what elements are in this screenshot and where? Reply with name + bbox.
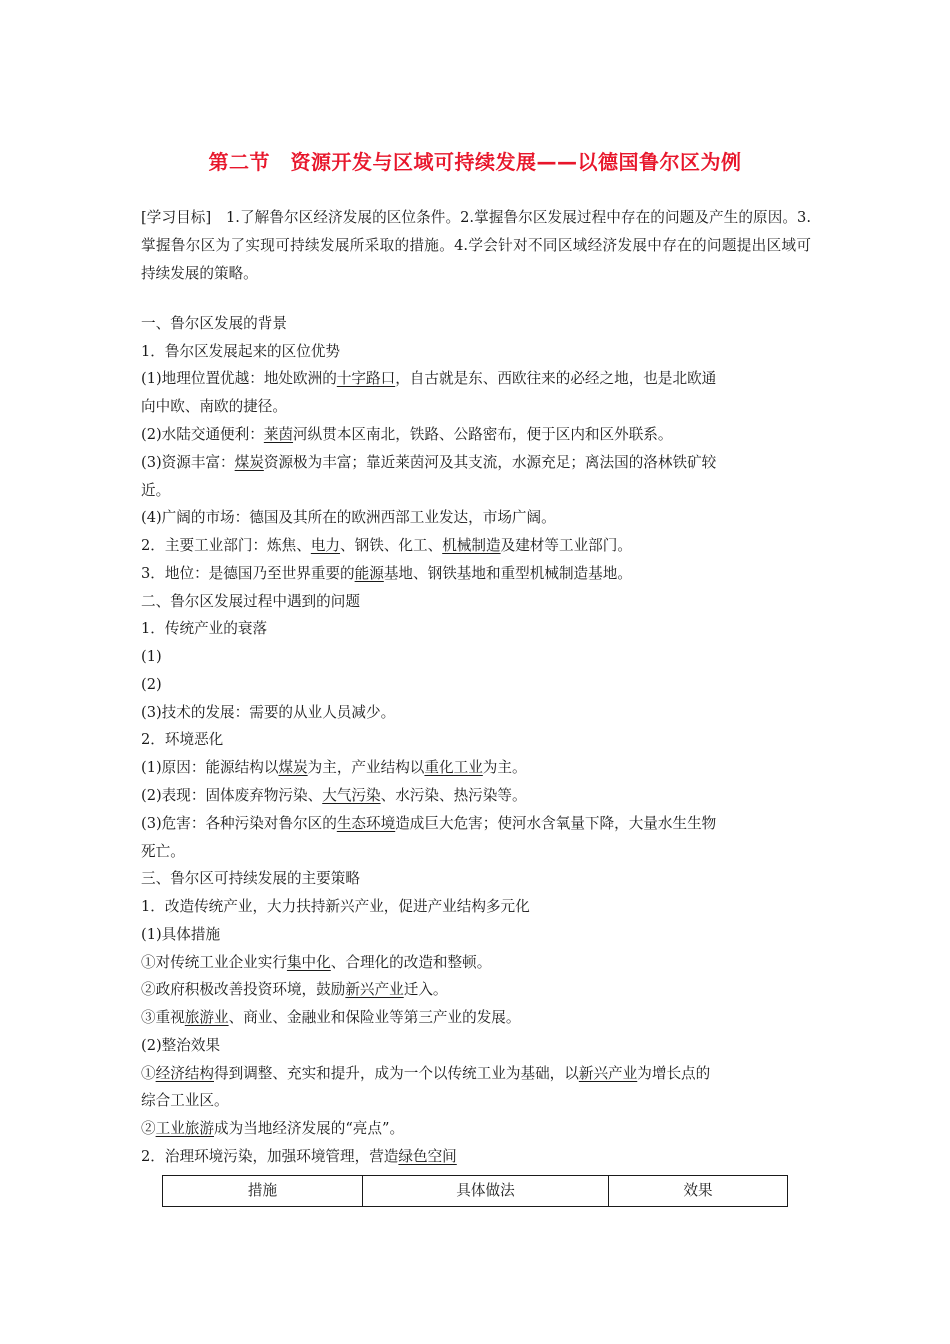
text-segment: 、水污染、热污染等。 <box>380 787 527 804</box>
text-segment: 、合理化的改造和整顿。 <box>330 954 492 971</box>
table-header-cell: 具体做法 <box>363 1176 609 1207</box>
text-segment: (1)具体措施 <box>141 926 221 943</box>
text-segment: 向中欧、南欧的捷径。 <box>141 398 287 415</box>
underlined-keyword: 旅游业 <box>184 1009 229 1026</box>
text-segment: 1．鲁尔区发展起来的区位优势 <box>141 343 341 360</box>
underlined-keyword: 莱茵 <box>263 426 294 443</box>
text-segment: (3)资源丰富： <box>141 454 235 471</box>
text-line <box>141 565 632 583</box>
text-segment: (3)危害：各种污染对鲁尔区的 <box>141 815 337 832</box>
text-segment: 、商业、金融业和保险业等第三产业的发展。 <box>228 1009 521 1026</box>
text-segment: 得到调整、充实和提升，成为一个以传统工业为基础，以 <box>214 1065 579 1082</box>
underlined-keyword: 新兴产业 <box>345 981 404 998</box>
underlined-keyword: 生态环境 <box>336 815 396 832</box>
text-line <box>141 1009 520 1027</box>
text-segment: 死亡。 <box>141 843 185 860</box>
text-line <box>141 898 530 916</box>
text-line <box>141 843 185 861</box>
measures-table <box>162 1175 788 1207</box>
text-segment: 一、鲁尔区发展的背景 <box>141 315 287 332</box>
underlined-keyword: 大气污染 <box>322 787 381 804</box>
text-segment: (3)技术的发展：需要的从业人员减少。 <box>141 704 396 721</box>
text-line <box>141 370 716 388</box>
text-line <box>141 787 527 805</box>
text-line <box>141 509 556 527</box>
text-segment: 二、鲁尔区发展过程中遇到的问题 <box>141 593 360 610</box>
underlined-keyword: 经济结构 <box>155 1065 214 1082</box>
text-segment: 2．治理环境污染，加强环境管理，营造 <box>141 1148 399 1165</box>
text-line <box>141 1148 457 1166</box>
underlined-keyword: 集中化 <box>286 954 331 971</box>
text-segment: 2．主要工业部门：炼焦、 <box>141 537 311 554</box>
text-line <box>141 870 360 888</box>
text-segment: ，自古就是东、西欧往来的必经之地，也是北欧通 <box>395 370 717 387</box>
text-line <box>141 926 220 944</box>
text-segment: (1) <box>141 648 162 665</box>
text-line <box>141 398 287 416</box>
text-line <box>141 482 170 500</box>
text-line <box>141 537 632 555</box>
text-line <box>141 676 162 694</box>
text-segment: 近。 <box>141 482 171 499</box>
text-line <box>141 315 287 333</box>
text-segment: ②政府积极改善投资环境，鼓励 <box>141 981 346 998</box>
table-header-cell: 效果 <box>609 1176 788 1207</box>
text-segment: 及建材等工业部门。 <box>500 537 632 554</box>
text-segment: (2)表现：固体废弃物污染、 <box>141 787 323 804</box>
text-line <box>141 731 223 749</box>
text-segment: 造成巨大危害；使河水含氧量下降，大量水生生物 <box>395 815 717 832</box>
underlined-keyword: 绿色空间 <box>398 1148 457 1165</box>
text-line <box>141 954 491 972</box>
text-segment: 为增长点的 <box>637 1065 711 1082</box>
text-segment: (2)整治效果 <box>141 1037 221 1054</box>
underlined-keyword: 能源 <box>354 565 384 582</box>
text-segment: 、钢铁、化工、 <box>340 537 443 554</box>
learning-goals <box>141 204 811 288</box>
text-segment: ①对传统工业企业实行 <box>141 954 287 971</box>
text-segment: 三、鲁尔区可持续发展的主要策略 <box>141 870 360 887</box>
text-line <box>141 620 267 638</box>
text-line <box>141 704 395 722</box>
goals-text: 1.了解鲁尔区经济发展的区位条件。2.掌握鲁尔区发展过程中存在的问题及产生的原因。3.掌握鲁尔区为了实现可持续发展所采取的措施。4.学会针对不同区域经济发展中存在的问题提出区域可持续发展的策略。 <box>141 209 811 282</box>
underlined-keyword: 新兴产业 <box>578 1065 638 1082</box>
text-segment: 基地、钢铁基地和重型机械制造基地。 <box>383 565 632 582</box>
text-line <box>141 1065 710 1083</box>
text-segment: (1)地理位置优越：地处欧洲的 <box>141 370 337 387</box>
underlined-keyword: 煤炭 <box>278 759 308 776</box>
text-line <box>141 815 716 833</box>
text-segment: 河纵贯本区南北，铁路、公路密布，便于区内和区外联系。 <box>293 426 673 443</box>
text-segment: 1．传统产业的衰落 <box>141 620 268 637</box>
text-segment: (1)原因：能源结构以 <box>141 759 279 776</box>
text-segment: (4)广阔的市场：德国及其所在的欧洲西部工业发达，市场广阔。 <box>141 509 556 526</box>
table-header-cell: 措施 <box>163 1176 363 1207</box>
text-segment: (2) <box>141 676 162 693</box>
text-line <box>141 593 360 611</box>
underlined-keyword: 电力 <box>310 537 341 554</box>
goals-label: [学习目标] <box>141 209 212 226</box>
text-segment: 2．环境恶化 <box>141 731 224 748</box>
text-segment: ② <box>141 1120 156 1137</box>
underlined-keyword: 十字路口 <box>336 370 396 387</box>
page-title: 第二节 资源开发与区域可持续发展——以德国鲁尔区为例 <box>208 150 742 174</box>
text-line <box>141 1092 229 1110</box>
text-segment: ③重视 <box>141 1009 185 1026</box>
text-line <box>141 1120 404 1138</box>
underlined-keyword: 工业旅游 <box>155 1120 214 1137</box>
text-segment: 1．改造传统产业，大力扶持新兴产业，促进产业结构多元化 <box>141 898 530 915</box>
text-line <box>141 759 527 777</box>
text-line <box>141 648 162 666</box>
underlined-keyword: 机械制造 <box>442 537 501 554</box>
table-header-row <box>163 1176 788 1207</box>
text-segment: ① <box>141 1065 156 1082</box>
text-segment: 资源极为丰富；靠近莱茵河及其支流，水源充足；离法国的洛林铁矿较 <box>263 454 717 471</box>
underlined-keyword: 煤炭 <box>234 454 264 471</box>
text-line <box>141 1037 220 1055</box>
text-line <box>141 981 448 999</box>
text-segment: 迁入。 <box>403 981 448 998</box>
text-line <box>141 426 673 444</box>
underlined-keyword: 重化工业 <box>424 759 483 776</box>
text-segment: 3．地位：是德国乃至世界重要的 <box>141 565 355 582</box>
text-segment: 成为当地经济发展的“亮点”。 <box>214 1120 405 1137</box>
text-segment: 为主，产业结构以 <box>307 759 425 776</box>
text-segment: (2)水陆交通便利： <box>141 426 264 443</box>
text-line <box>141 343 340 361</box>
text-segment: 综合工业区。 <box>141 1092 229 1109</box>
text-line <box>141 454 716 472</box>
text-segment: 为主。 <box>482 759 527 776</box>
